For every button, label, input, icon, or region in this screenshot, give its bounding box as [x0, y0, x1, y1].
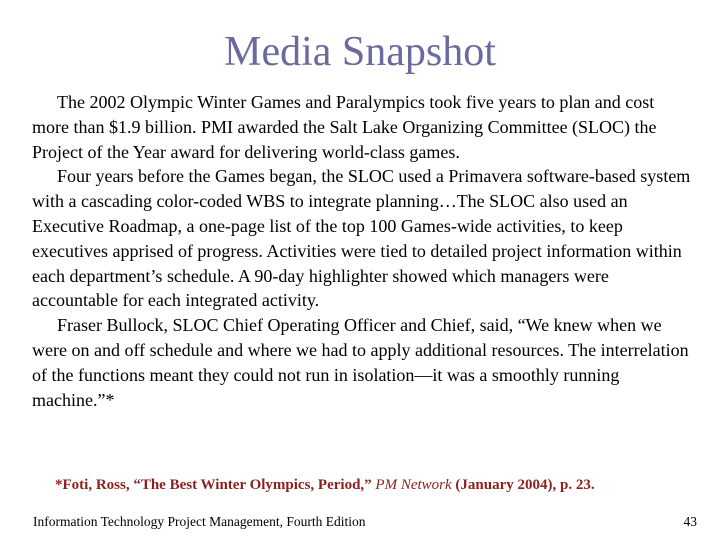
footnote-journal-name: PM Network [375, 477, 452, 493]
paragraph-1: The 2002 Olympic Winter Games and Paralympics took five years to plan and cost more than $1.9 billion. PMI awarded the Salt Lake Organizing Committee (SLOC) the Project of the Year award for delivering world-class games. [32, 92, 657, 162]
slide-footer [33, 514, 697, 530]
paragraph-3: Fraser Bullock, SLOC Chief Operating Officer and Chief, said, “We knew when we were on and off schedule and where we had to apply additional resources. The interrelation of the functions meant they could not run in isolation—it was a smoothly running machine.”* [32, 315, 689, 410]
paragraph-2: Four years before the Games began, the SLOC used a Primavera software-based system with a cascading color-coded WBS to integrate planning…The SLOC also used an Executive Roadmap, a one-page list of the top 100 Games-wide activities, to keep executives apprised of progress. Activities were tied to detailed project information within each department’s schedule. A 90-day highlighter showed which managers were accountable for each integrated activity. [32, 166, 691, 311]
footnote-text-after: (January 2004), p. 23. [451, 477, 595, 493]
slide-title: Media Snapshot [224, 29, 496, 75]
page-number: 43 [683, 514, 697, 529]
body-text [32, 90, 695, 412]
footnote-citation [55, 477, 705, 494]
footer-book-title: Information Technology Project Management, Fourth Edition [33, 514, 366, 529]
footnote-text-before: *Foti, Ross, “The Best Winter Olympics, Period,” [55, 477, 376, 493]
